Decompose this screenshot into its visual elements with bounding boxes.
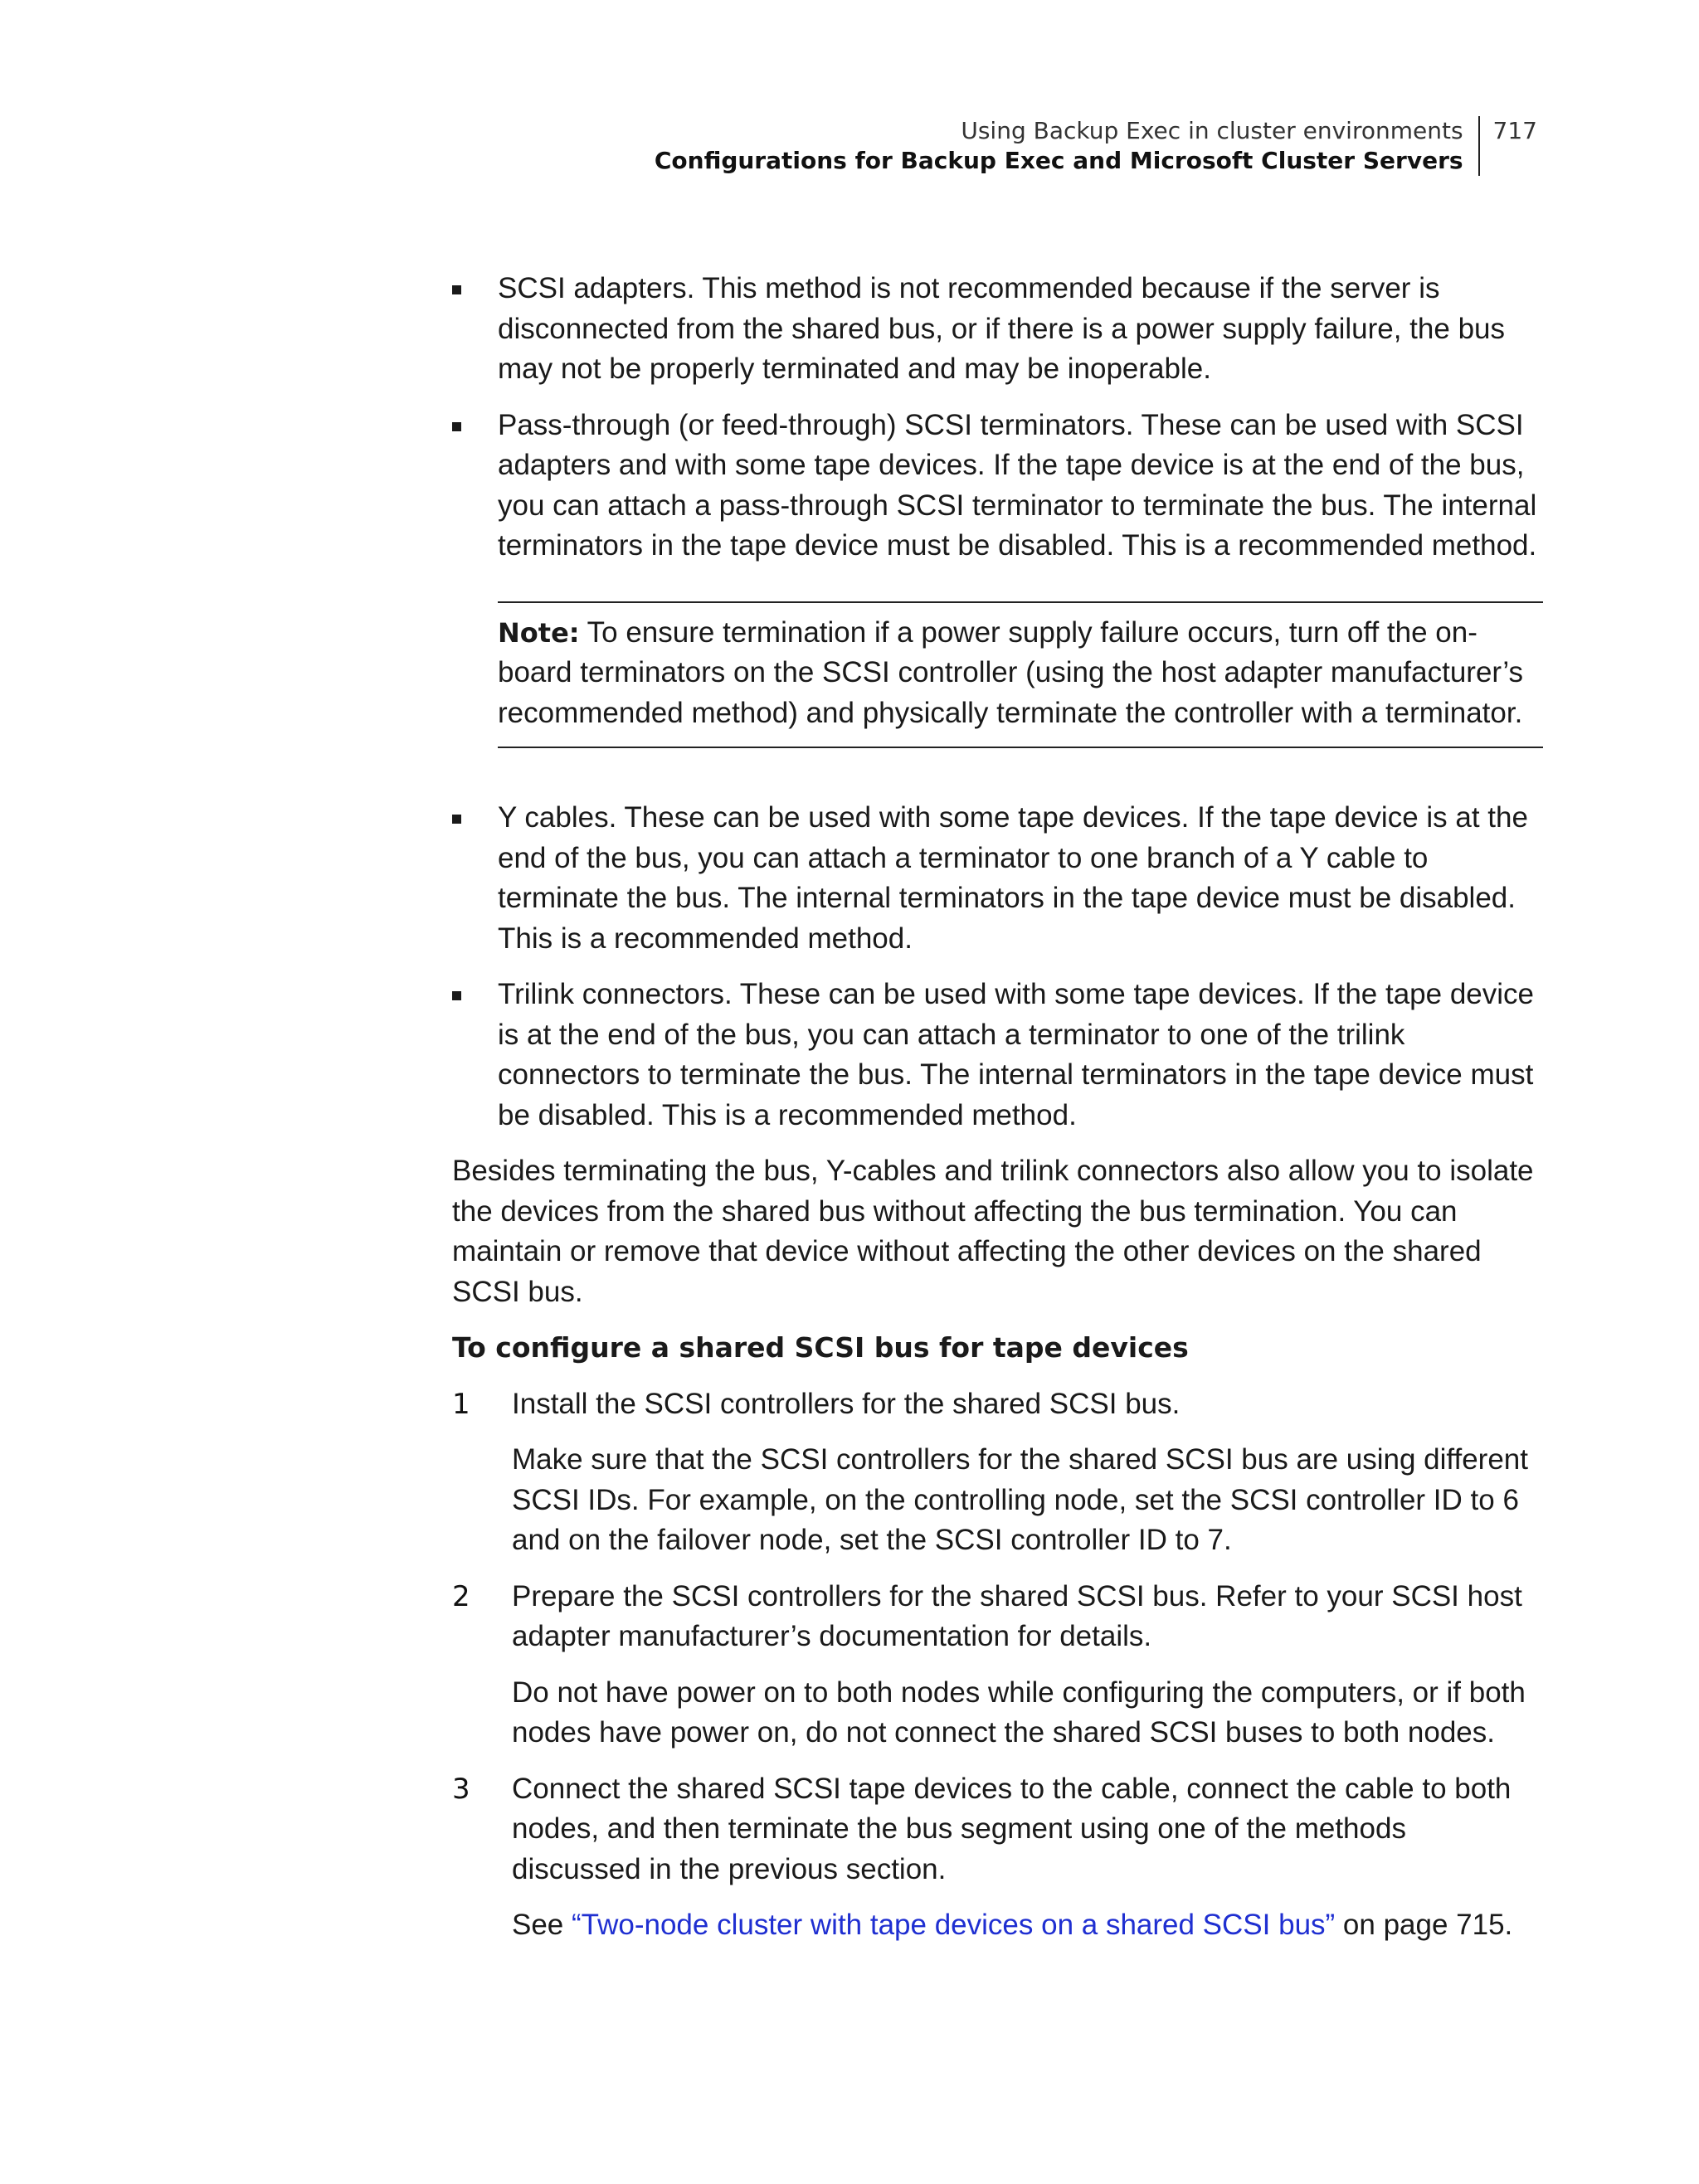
step-detail: Do not have power on to both nodes while configuring the computers, or if both nodes have power on, do not connect the shared SCSI buses to both nodes.: [512, 1676, 1526, 1749]
step-number: 1: [452, 1387, 470, 1421]
step-number: 2: [452, 1579, 470, 1613]
cross-reference-link[interactable]: “Two-node cluster with tape devices on a shared SCSI bus”: [572, 1909, 1336, 1941]
body-paragraph: Besides terminating the bus, Y-cables and trilink connectors also allow you to isolate the devices from the shared bus without affecting the bus termination. You can maintain or remove that device without affecting the other devices on the shared SCSI bus.: [452, 1155, 1534, 1308]
note-label: Note:: [498, 616, 580, 649]
see-prefix: See: [512, 1909, 572, 1941]
list-item-text: SCSI adapters. This method is not recommended because if the server is disconnected from the shared bus, or if there is a power supply failure, the bus may not be properly terminated and may be inoperable.: [498, 272, 1505, 385]
page-header: [655, 116, 1537, 176]
list-item-text: Y cables. These can be used with some tape devices. If the tape device is at the end of the bus, you can attach a terminator to one branch of a Y cable to terminate the bus. The internal terminators in the tape device must be disabled. This is a recommended method.: [498, 801, 1528, 955]
list-item: [452, 269, 1543, 390]
chapter-title: Using Backup Exec in cluster environments: [961, 117, 1463, 144]
note-text: To ensure termination if a power supply failure occurs, turn off the on-board terminators on the SCSI controller (using the host adapter manufacturer’s recommended method) and physically terminate the controller with a terminator.: [498, 615, 1524, 729]
procedure-step: [452, 1384, 1543, 1561]
bullet-list-top: [452, 269, 1543, 567]
list-item-text: Pass-through (or feed-through) SCSI terminators. These can be used with SCSI adapters and with some tape devices. If the tape device is at the end of the bus, you can attach a pass-through SCSI terminator to terminate the bus. The internal terminators in the tape device must be disabled. This is a recommended method.: [498, 408, 1537, 562]
procedure-step: [452, 1769, 1543, 1946]
step-text: Prepare the SCSI controllers for the shared SCSI bus. Refer to your SCSI host adapter manufacturer’s documentation for details.: [512, 1579, 1522, 1652]
see-suffix: on page 715.: [1335, 1909, 1513, 1941]
procedure-title: To configure a shared SCSI bus for tape devices: [452, 1331, 1189, 1364]
page-number: 717: [1492, 117, 1537, 144]
list-item: [452, 798, 1543, 959]
note-box: [498, 601, 1543, 749]
bullet-list-bottom: [452, 798, 1543, 1136]
square-bullet-icon: [452, 285, 461, 294]
square-bullet-icon: [452, 422, 461, 431]
step-detail: Make sure that the SCSI controllers for the shared SCSI bus are using different SCSI IDs. For example, on the controlling node, set the SCSI controller ID to 6 and on the failover node, set the SCSI controller ID to 7.: [512, 1443, 1528, 1556]
procedure-step: [452, 1577, 1543, 1754]
cross-reference: [512, 1905, 1543, 1946]
step-text: Connect the shared SCSI tape devices to the cable, connect the cable to both nodes, and then terminate the bus segment using one of the methods discussed in the previous section.: [512, 1772, 1512, 1885]
list-item: [452, 406, 1543, 567]
list-item: [452, 975, 1543, 1136]
square-bullet-icon: [452, 991, 461, 1000]
square-bullet-icon: [452, 815, 461, 824]
list-item-text: Trilink connectors. These can be used with some tape devices. If the tape device is at the end of the bus, you can attach a terminator to one of the trilink connectors to terminate the bus. The internal terminators in the tape device must be disabled. This is a recommended method.: [498, 978, 1535, 1131]
page-body: [452, 269, 1543, 1962]
step-text: Install the SCSI controllers for the shared SCSI bus.: [512, 1387, 1181, 1420]
section-title: Configurations for Backup Exec and Microsoft Cluster Servers: [654, 147, 1463, 174]
running-header: [655, 116, 1480, 176]
step-number: 3: [452, 1772, 470, 1806]
